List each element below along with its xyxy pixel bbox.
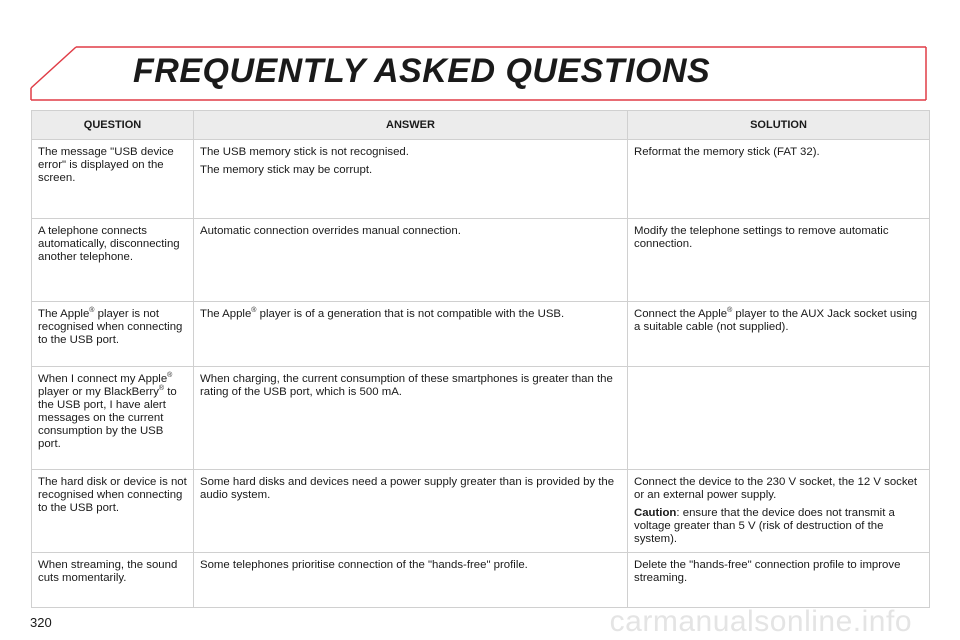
answer-text: The Apple	[200, 308, 252, 320]
page-title: FREQUENTLY ASKED QUESTIONS	[133, 52, 711, 90]
registered-mark: ®	[251, 307, 257, 315]
solution-text: Connect the device to the 230 V socket, the 12 V socket or an external power supply.	[634, 476, 918, 501]
registered-mark: ®	[158, 385, 165, 393]
table-header-row	[32, 111, 930, 140]
answer-cell	[194, 140, 628, 219]
question-text: The Apple	[38, 308, 90, 320]
solution-cell	[628, 140, 930, 219]
question-cell	[32, 219, 194, 302]
answer-cell	[194, 470, 628, 553]
solution-text: Connect the Apple	[634, 308, 728, 320]
question-text: to the USB port, I have alert messages on the current consumption by the USB port.	[38, 386, 177, 450]
table-row	[32, 140, 930, 219]
question-cell	[32, 470, 194, 553]
column-header-answer: ANSWER	[194, 111, 628, 140]
solution-text: player to the AUX Jack socket using a suitable cable (not supplied).	[634, 308, 918, 333]
answer-text: Some hard disks and devices need a power supply greater than is provided by the audio system.	[200, 476, 615, 501]
faq-table	[31, 110, 930, 608]
question-cell	[32, 367, 194, 470]
solution-cell	[628, 219, 930, 302]
solution-cell	[628, 553, 930, 608]
solution-cell	[628, 367, 930, 470]
solution-caution	[634, 507, 923, 546]
answer-cell	[194, 367, 628, 470]
table-row	[32, 470, 930, 553]
answer-text: The memory stick may be corrupt.	[200, 164, 373, 176]
registered-mark: ®	[727, 307, 733, 315]
solution-text: Modify the telephone settings to remove automatic connection.	[634, 225, 889, 250]
column-header-question: QUESTION	[32, 111, 194, 140]
registered-mark: ®	[89, 307, 95, 315]
answer-text: Some telephones prioritise connection of the "hands-free" profile.	[200, 559, 528, 571]
table-row	[32, 302, 930, 367]
solution-text: Delete the "hands-free" connection profile to improve streaming.	[634, 559, 901, 584]
registered-mark: ®	[167, 372, 173, 380]
column-header-solution: SOLUTION	[628, 111, 930, 140]
table-row	[32, 553, 930, 608]
answer-cell	[194, 302, 628, 367]
answer-text: The USB memory stick is not recognised.	[200, 146, 409, 158]
caution-text: : ensure that the device does not transmit a voltage greater than 5 V (risk of destruction of the system).	[634, 507, 895, 545]
solution-cell	[628, 470, 930, 553]
question-text: When streaming, the sound cuts momentarily.	[38, 559, 178, 584]
answer-cell	[194, 219, 628, 302]
solution-text: Reformat the memory stick (FAT 32).	[634, 146, 820, 158]
question-text: The message "USB device error" is displayed on the screen.	[38, 146, 174, 184]
header-banner	[0, 0, 960, 110]
question-text: The hard disk or device is not recognised when connecting to the USB port.	[38, 476, 187, 514]
question-cell	[32, 302, 194, 367]
table-row	[32, 367, 930, 470]
solution-cell	[628, 302, 930, 367]
caution-label: Caution	[634, 507, 677, 519]
question-cell	[32, 140, 194, 219]
question-text: When I connect my Apple	[38, 373, 168, 385]
question-text: player is not recognised when connecting to the USB port.	[38, 308, 183, 346]
page-number: 320	[30, 615, 52, 630]
answer-text: player is of a generation that is not compatible with the USB.	[256, 308, 565, 320]
question-text: player or my BlackBerry	[38, 386, 159, 398]
question-cell	[32, 553, 194, 608]
table-row	[32, 219, 930, 302]
watermark: carmanualsonline.info	[609, 605, 912, 638]
question-text: A telephone connects automatically, disconnecting another telephone.	[38, 225, 180, 263]
answer-text: When charging, the current consumption of these smartphones is greater than the rating of the USB port, which is 500 mA.	[200, 373, 613, 398]
answer-text: Automatic connection overrides manual connection.	[200, 225, 461, 237]
answer-cell	[194, 553, 628, 608]
